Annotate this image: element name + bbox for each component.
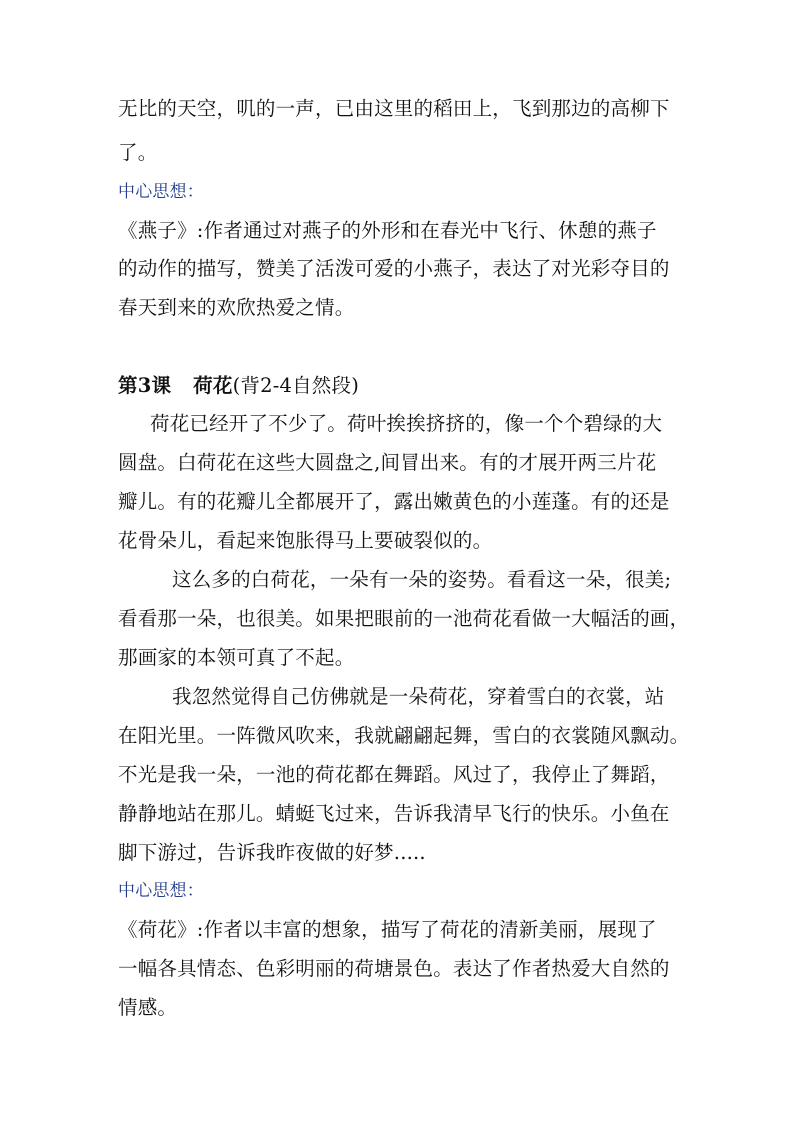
paragraph-line: 看看那一朵，也很美。如果把眼前的一池荷花看做一大幅活的画， xyxy=(118,607,690,630)
central-idea-label: 中心思想： xyxy=(118,881,204,901)
summary-line: 一幅各具情态、色彩明丽的荷塘景色。表达了作者热爱大自然的 xyxy=(118,957,670,980)
paragraph-line: 静静地站在那儿。蜻蜓飞过来，告诉我清早飞行的快乐。小鱼在 xyxy=(118,802,670,825)
paragraph-line: 花骨朵儿，看起来饱胀得马上要破裂似的。 xyxy=(118,529,493,552)
paragraph-line: 在阳光里。一阵微风吹来，我就翩翩起舞，雪白的衣裳随风飘动。 xyxy=(118,724,690,747)
summary-line: 《燕子》:作者通过对燕子的外形和在春光中飞行、休憩的燕子 xyxy=(118,219,657,242)
summary-line: 《荷花》:作者以丰富的想象，描写了荷花的清新美丽，展现了 xyxy=(118,918,657,941)
paragraph-line: 那画家的本领可真了不起。 xyxy=(118,646,355,669)
paragraph-line: 荷花已经开了不少了。荷叶挨挨挤挤的，像一个个碧绿的大 xyxy=(150,412,663,435)
summary-line: 的动作的描写，赞美了活泼可爱的小燕子，表达了对光彩夺目的 xyxy=(118,257,670,280)
lesson-note: (背2-4自然段) xyxy=(232,374,359,397)
paragraph-line: 瓣儿。有的花瓣儿全都展开了，露出嫩黄色的小莲蓬。有的还是 xyxy=(118,490,670,513)
paragraph-line: 脚下游过，告诉我昨夜做的好梦..... xyxy=(118,841,426,864)
central-idea-label: 中心思想： xyxy=(118,182,204,202)
text-line: 无比的天空，叽的一声，已由这里的稻田上，飞到那边的高柳下 xyxy=(118,97,670,120)
paragraph-line: 这么多的白荷花，一朵有一朵的姿势。看看这一朵，很美; xyxy=(172,568,672,591)
lesson-title: 荷花 xyxy=(193,374,233,397)
paragraph-line: 不光是我一朵，一池的荷花都在舞蹈。风过了，我停止了舞蹈， xyxy=(118,763,670,786)
text-line: 了。 xyxy=(118,141,158,164)
paragraph-line: 圆盘。白荷花在这些大圆盘之,间冒出来。有的才展开两三片花 xyxy=(118,451,657,474)
paragraph-line: 我忽然觉得自己仿佛就是一朵荷花，穿着雪白的衣裳，站 xyxy=(172,685,665,708)
summary-line: 情感。 xyxy=(118,996,178,1019)
lesson-heading xyxy=(118,373,678,399)
summary-line: 春天到来的欢欣热爱之情。 xyxy=(118,296,355,319)
lesson-number: 第3课 xyxy=(118,374,172,397)
